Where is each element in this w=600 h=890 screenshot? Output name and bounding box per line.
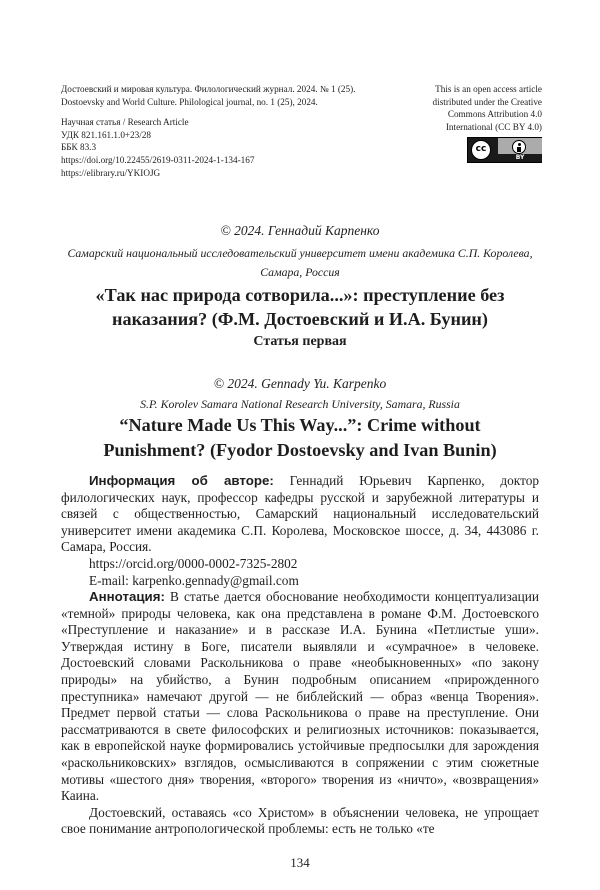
elibrary-link[interactable]: https://elibrary.ru/YKIOJG [61,167,161,178]
author-info-label: Информация об авторе: [89,473,274,488]
license-line: Commons Attribution 4.0 [447,109,542,120]
doi-link[interactable]: https://doi.org/10.22455/2619-0311-2024-1-134-167 [61,154,255,165]
journal-citation-en: Dostoevsky and World Culture. Philological journal, no. 1 (25), 2024. [61,96,318,107]
cc-by-license-icon[interactable] [467,137,542,163]
abstract-label: Аннотация: [89,589,165,604]
author-info-text: Геннадий Юрьевич Карпенко, доктор филологических наук, профессор кафедры русской и зарубежной литературы и связей с общественностью, Самарский национальный исследовательский университет имени академика С.П. Королева, Московское шоссе, д. 34, 443086 г. Самара, Россия. [61,473,540,555]
license-line: This is an open access article [435,84,542,94]
orcid-link[interactable]: https://orcid.org/0000-0002-7325-2802 [89,555,298,571]
bbk-code: ББК 83.3 [61,142,97,153]
author-email[interactable]: E-mail: karpenko.gennady@gmail.com [89,572,299,588]
ru-copyright: © 2024. Геннадий Карпенко [220,223,380,238]
en-copyright: © 2024. Gennady Yu. Karpenko [213,376,387,391]
article-type: Научная статья / Research Article [61,117,189,128]
attribution-person-icon [512,140,526,154]
by-label: BY [498,154,542,162]
en-article-title: “Nature Made Us This Way...”: Crime without Punishment? (Fyodor Dostoevsky and Ivan Bunin) [103,415,497,460]
author-info [61,473,539,589]
journal-citation-ru: Достоевский и мировая культура. Филологический журнал. 2024. № 1 (25). [61,84,356,94]
en-affiliation: S.P. Korolev Samara National Research University, Samara, Russia [140,397,460,411]
page-number: 134 [290,855,310,870]
license-line: International (CC BY 4.0) [445,121,542,132]
license-line: distributed under the Creative [432,96,542,107]
cc-icon: cc [471,140,491,160]
abstract-text: В статье дается обоснование необходимости концептуализации «темной» природы человека, как она представлена в романе Ф.М. Достоевского «Преступление и наказание» и в рассказе И.А. Бунина «Петлистые уши». Утверждая истину в Боге, писатели выявляли и «сумрачное» в человеке. Достоевский словами Раскольникова о праве «необыкновенных» «по закону природы» на убийство, а Бунин подробным описанием «прирожденного преступника» намечают другой — не библейский — образ «венца Творения». Предмет первой статьи — слова Раскольникова о праве на преступление. Они рассматриваются в свете философских и религиозных источников: показывается, как в европейской науке формировались устойчивые предпосылки для зарождения «раскольниковских» взглядов, осмысливаются в сопряжении с этим сюжетные мотивы «шестого дня» творения, «второго» творения из «ничто», «возвращения» Каина. [61,589,539,804]
license-notice [372,83,542,133]
udk-code: УДК 821.161.1.0+23/28 [61,129,152,140]
abstract-continuation: Достоевский, оставаясь «со Христом» в объяснении человека, не упрощает свое понимание антропологической проблемы: есть не только «те [61,804,539,837]
ru-article-title: «Так нас природа сотворила...»: преступление без наказания? (Ф.М. Достоевский и И.А. Бунин) [95,285,505,329]
abstract [61,589,539,838]
journal-metadata [61,83,391,179]
ru-affiliation: Самарский национальный исследовательский университет имени академика С.П. Королева, Самара, Россия [67,246,533,279]
ru-subtitle: Статья первая [253,334,347,349]
